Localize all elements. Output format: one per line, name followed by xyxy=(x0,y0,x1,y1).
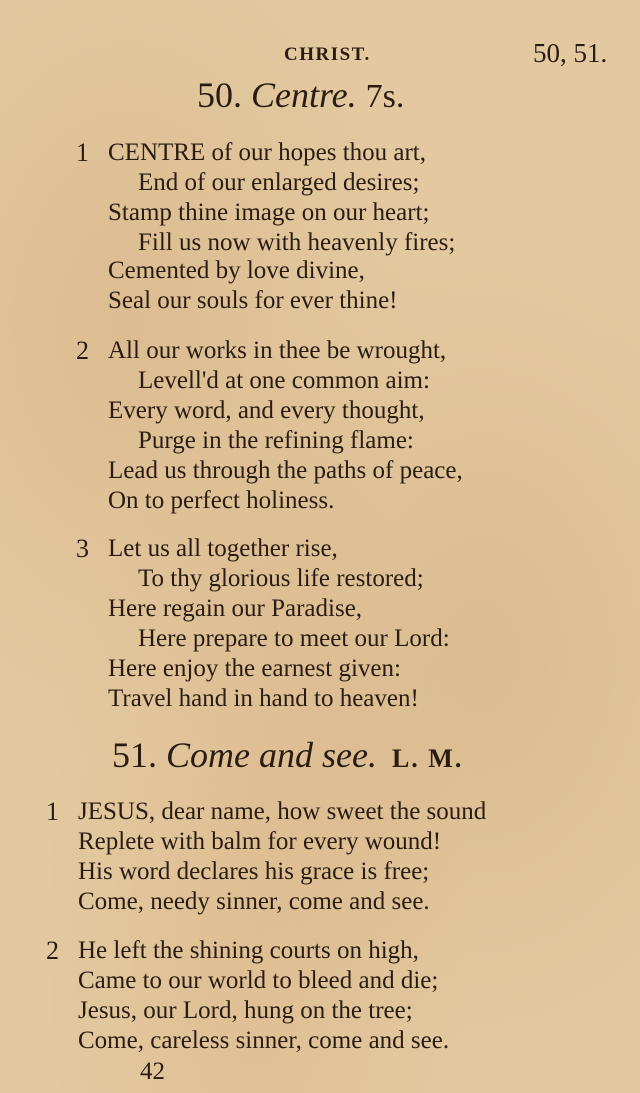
hymn-50-heading xyxy=(197,74,404,116)
verse-line: Stamp thine image on our heart; xyxy=(108,199,430,226)
verse-number: 1 xyxy=(46,797,59,826)
verse-line: On to perfect holiness. xyxy=(108,487,335,514)
verse-line: Come, careless sinner, come and see. xyxy=(78,1027,450,1054)
verse-line: JESUS, dear name, how sweet the sound xyxy=(78,798,487,825)
verse-line: Come, needy sinner, come and see. xyxy=(78,888,430,915)
verse-line: Let us all together rise, xyxy=(108,535,338,562)
hymn-tune-name: Centre. xyxy=(251,75,357,115)
verse-line: Levell'd at one common aim: xyxy=(138,367,430,394)
verse-number: 3 xyxy=(76,534,89,563)
verse-line: Came to our world to bleed and die; xyxy=(78,967,439,994)
verse-line: End of our enlarged desires; xyxy=(138,169,420,196)
verse-line: He left the shining courts on high, xyxy=(78,937,419,964)
hymn-number: 50. xyxy=(197,75,242,115)
verse-line: Every word, and every thought, xyxy=(108,397,425,424)
verse-line: Here regain our Paradise, xyxy=(108,595,363,622)
verse-line: Here prepare to meet our Lord: xyxy=(138,625,450,652)
hymn-meter: 7s. xyxy=(365,78,405,115)
verse-line: CENTRE of our hopes thou art, xyxy=(108,139,427,166)
page-number: 42 xyxy=(140,1058,165,1085)
hymn-tune-name: Come and see. xyxy=(166,735,377,775)
verse-number: 1 xyxy=(76,138,89,167)
verse-line: Here enjoy the earnest given: xyxy=(108,655,401,682)
verse-line: To thy glorious life restored; xyxy=(138,565,424,592)
verse-line: Lead us through the paths of peace, xyxy=(108,457,463,484)
verse-line: Seal our souls for ever thine! xyxy=(108,287,398,314)
verse-line: Cemented by love divine, xyxy=(108,257,365,284)
verse-line: His word declares his grace is free; xyxy=(78,858,430,885)
verse-line: Replete with balm for every wound! xyxy=(78,828,442,855)
hymn-number: 51. xyxy=(112,735,157,775)
verse-number: 2 xyxy=(76,336,89,365)
verse-line: All our works in thee be wrought, xyxy=(108,337,447,364)
hymn-51-heading xyxy=(112,734,463,776)
verse-line: Fill us now with heavenly fires; xyxy=(138,229,456,256)
verse-line: Travel hand in hand to heaven! xyxy=(108,685,419,712)
hymn-meter: L. M. xyxy=(391,744,464,773)
running-head-hymn-numbers: 50, 51. xyxy=(533,38,608,68)
running-head xyxy=(0,38,640,68)
verse-number: 2 xyxy=(46,936,59,965)
running-head-title: CHRIST. xyxy=(284,44,371,65)
verse-line: Jesus, our Lord, hung on the tree; xyxy=(78,997,413,1024)
verse-line: Purge in the refining flame: xyxy=(138,427,414,454)
